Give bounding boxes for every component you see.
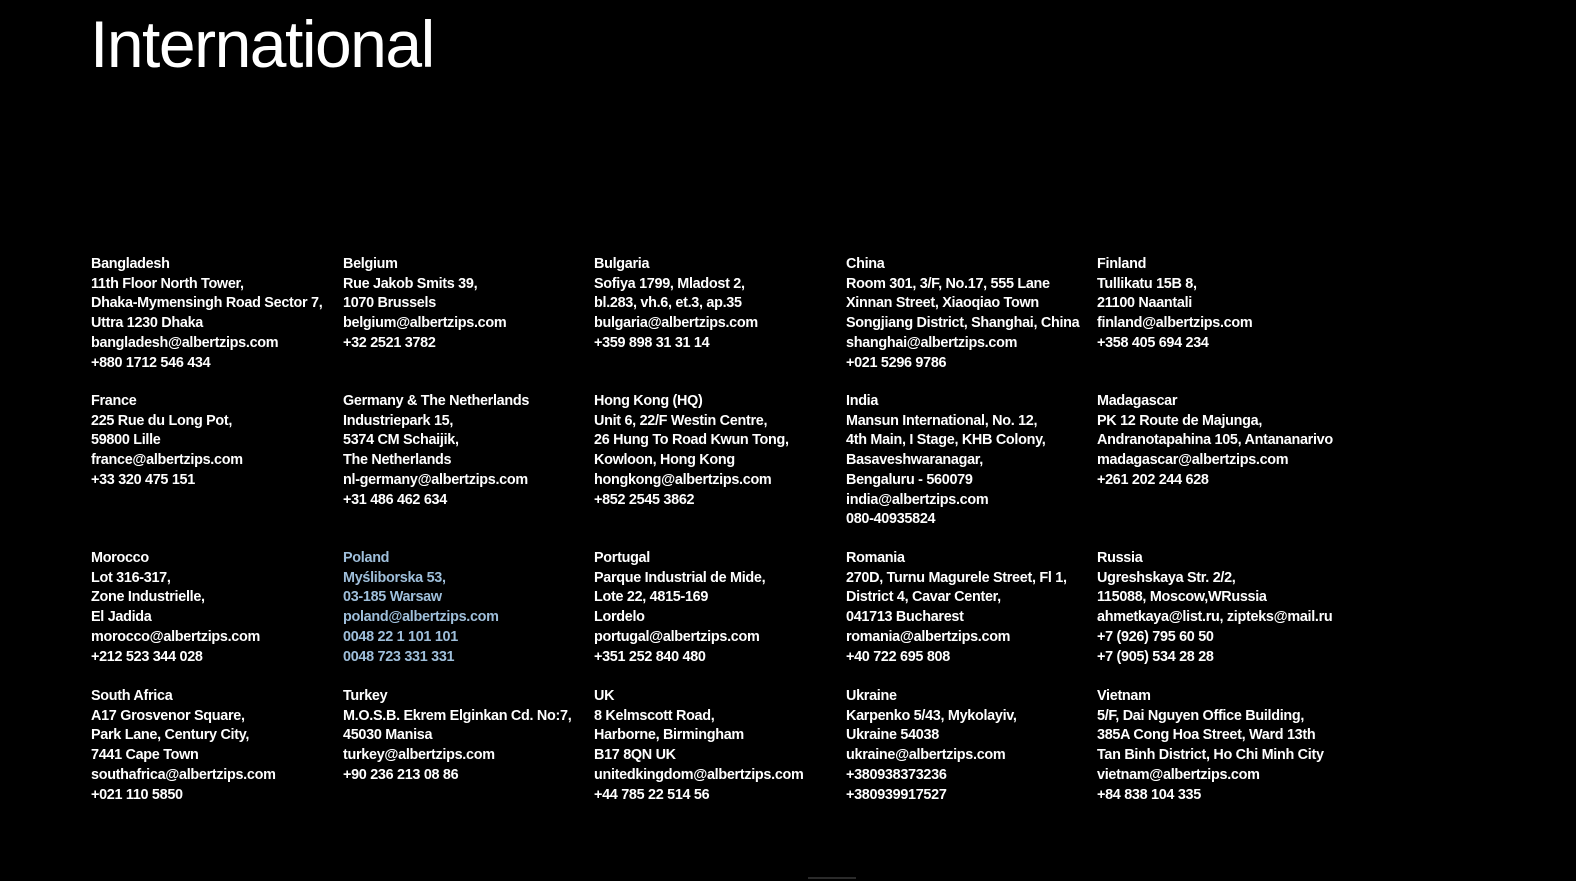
- office-south-africa: [91, 687, 336, 805]
- office-address-line: Lote 22, 4815-169: [594, 589, 709, 606]
- office-phone-link[interactable]: +7 (905) 534 28 28: [1097, 648, 1214, 665]
- office-address-line: Rue Jakob Smits 39,: [343, 275, 478, 292]
- office-email-link[interactable]: ukraine@albertzips.com: [846, 747, 1006, 764]
- office-country: Portugal: [594, 550, 650, 566]
- office-address-line: The Netherlands: [343, 452, 452, 469]
- office-country: Turkey: [343, 688, 388, 704]
- office-phone-link[interactable]: +84 838 104 335: [1097, 786, 1201, 803]
- office-address-line: bl.283, vh.6, et.3, ap.35: [594, 295, 742, 312]
- office-address-line: 385A Cong Hoa Street, Ward 13th: [1097, 727, 1316, 744]
- office-turkey: [343, 687, 588, 786]
- office-email-link[interactable]: unitedkingdom@albertzips.com: [594, 766, 804, 783]
- office-belgium: [343, 255, 588, 354]
- office-phone-link[interactable]: +212 523 344 028: [91, 648, 203, 665]
- office-address-line: 270D, Turnu Magurele Street, Fl 1,: [846, 569, 1067, 586]
- office-phone-link[interactable]: +359 898 31 31 14: [594, 334, 710, 351]
- office-phone-link[interactable]: +358 405 694 234: [1097, 334, 1209, 351]
- office-country: Bangladesh: [91, 256, 170, 272]
- office-email-link[interactable]: bulgaria@albertzips.com: [594, 315, 758, 332]
- office-country: UK: [594, 688, 615, 704]
- office-address-line: 03-185 Warsaw: [343, 589, 442, 606]
- office-address-line: 7441 Cape Town: [91, 747, 199, 764]
- office-address-line: Parque Industrial de Mide,: [594, 569, 766, 586]
- office-country: Morocco: [91, 550, 149, 566]
- office-phone-link[interactable]: +33 320 475 151: [91, 471, 195, 488]
- office-country: Ukraine: [846, 688, 897, 704]
- office-address-line: Uttra 1230 Dhaka: [91, 315, 203, 332]
- office-country: Belgium: [343, 256, 398, 272]
- office-address-line: El Jadida: [91, 609, 152, 626]
- office-email-link[interactable]: turkey@albertzips.com: [343, 747, 495, 764]
- office-madagascar: [1097, 392, 1342, 491]
- office-country: Vietnam: [1097, 688, 1151, 704]
- office-france: [91, 392, 336, 491]
- office-country: Bulgaria: [594, 256, 650, 272]
- office-email-link[interactable]: morocco@albertzips.com: [91, 628, 260, 645]
- office-vietnam: [1097, 687, 1342, 805]
- office-email-link[interactable]: shanghai@albertzips.com: [846, 334, 1018, 351]
- office-address-line: 26 Hung To Road Kwun Tong,: [594, 432, 789, 449]
- office-email-link[interactable]: france@albertzips.com: [91, 452, 243, 469]
- office-email-link[interactable]: romania@albertzips.com: [846, 628, 1011, 645]
- office-address-line: Karpenko 5/43, Mykolayiv,: [846, 707, 1017, 724]
- office-email-link[interactable]: finland@albertzips.com: [1097, 315, 1253, 332]
- office-phone-link[interactable]: +40 722 695 808: [846, 648, 950, 665]
- office-phone-link[interactable]: +32 2521 3782: [343, 334, 436, 351]
- office-address-line: Lordelo: [594, 609, 645, 626]
- office-poland[interactable]: [343, 549, 588, 667]
- office-email-link[interactable]: vietnam@albertzips.com: [1097, 766, 1260, 783]
- office-address-line: Harborne, Birmingham: [594, 727, 744, 744]
- office-address-line: 225 Rue du Long Pot,: [91, 412, 233, 429]
- office-address-line: District 4, Cavar Center,: [846, 589, 1001, 606]
- office-country: India: [846, 393, 879, 409]
- office-address-line: 8 Kelmscott Road,: [594, 707, 715, 724]
- office-address-line: Tullikatu 15B 8,: [1097, 275, 1197, 292]
- office-email-link[interactable]: madagascar@albertzips.com: [1097, 452, 1289, 469]
- office-address-line: Bengaluru - 560079: [846, 471, 973, 488]
- page-title: International: [90, 7, 434, 81]
- office-country: China: [846, 256, 885, 272]
- office-country: France: [91, 393, 137, 409]
- office-phone-link[interactable]: +380938373236: [846, 766, 947, 783]
- office-country: South Africa: [91, 688, 173, 704]
- office-address-line: Tan Binh District, Ho Chi Minh City: [1097, 747, 1324, 764]
- office-address-line: 21100 Naantali: [1097, 295, 1193, 312]
- office-india: [846, 392, 1091, 530]
- office-phone-link[interactable]: +351 252 840 480: [594, 648, 706, 665]
- office-address-line: Kowloon, Hong Kong: [594, 452, 735, 469]
- office-phone-link[interactable]: 080-40935824: [846, 511, 936, 528]
- office-portugal: [594, 549, 839, 667]
- office-uk: [594, 687, 839, 805]
- office-phone-link[interactable]: +880 1712 546 434: [91, 354, 211, 371]
- office-email-link[interactable]: hongkong@albertzips.com: [594, 471, 772, 488]
- office-address-line: Mansun International, No. 12,: [846, 412, 1038, 429]
- office-address-line: Industriepark 15,: [343, 412, 454, 429]
- office-bangladesh: [91, 255, 336, 373]
- office-address-line: 11th Floor North Tower,: [91, 275, 244, 292]
- office-address-line: 4th Main, I Stage, KHB Colony,: [846, 432, 1046, 449]
- office-email-link[interactable]: portugal@albertzips.com: [594, 628, 760, 645]
- office-address-line: A17 Grosvenor Square,: [91, 707, 245, 724]
- office-phone-link[interactable]: +852 2545 3862: [594, 491, 695, 508]
- office-country: Russia: [1097, 550, 1143, 566]
- office-phone-link[interactable]: +31 486 462 634: [343, 491, 447, 508]
- office-country: Hong Kong (HQ): [594, 393, 703, 409]
- office-phone-link[interactable]: +021 5296 9786: [846, 354, 947, 371]
- office-germany-netherlands: [343, 392, 588, 510]
- office-romania: [846, 549, 1091, 667]
- office-address-line: Andranotapahina 105, Antananarivo: [1097, 432, 1333, 449]
- office-phone-link[interactable]: +7 (926) 795 60 50: [1097, 628, 1214, 645]
- office-email-link[interactable]: ahmetkaya@list.ru, zipteks@mail.ru: [1097, 609, 1333, 626]
- office-address-line: 1070 Brussels: [343, 295, 436, 312]
- office-address-line: Myśliborska 53,: [343, 569, 446, 586]
- office-phone-link[interactable]: +380939917527: [846, 786, 947, 803]
- office-country: Romania: [846, 550, 905, 566]
- office-address-line: Lot 316-317,: [91, 569, 171, 586]
- office-address-line: Sofiya 1799, Mladost 2,: [594, 275, 745, 292]
- office-address-line: PK 12 Route de Majunga,: [1097, 412, 1263, 429]
- office-address-line: Park Lane, Century City,: [91, 727, 250, 744]
- office-address-line: Songjiang District, Shanghai, China: [846, 315, 1080, 332]
- office-address-line: 5374 CM Schaijik,: [343, 432, 459, 449]
- office-russia: [1097, 549, 1342, 667]
- office-finland: [1097, 255, 1342, 354]
- office-address-line: M.O.S.B. Ekrem Elginkan Cd. No:7,: [343, 707, 572, 724]
- office-address-line: Zone Industrielle,: [91, 589, 205, 606]
- office-country: Madagascar: [1097, 393, 1178, 409]
- office-email-link[interactable]: india@albertzips.com: [846, 491, 989, 508]
- office-country: Finland: [1097, 256, 1147, 272]
- office-address-line: Room 301, 3/F, No.17, 555 Lane: [846, 275, 1050, 292]
- office-hong-kong: [594, 392, 839, 510]
- office-address-line: 115088, Moscow,WRussia: [1097, 589, 1267, 606]
- office-bulgaria: [594, 255, 839, 354]
- office-phone-link[interactable]: +44 785 22 514 56: [594, 786, 710, 803]
- office-address-line: 59800 Lille: [91, 432, 161, 449]
- office-morocco: [91, 549, 336, 667]
- office-china: [846, 255, 1091, 373]
- office-address-line: 5/F, Dai Nguyen Office Building,: [1097, 707, 1305, 724]
- office-country: Poland: [343, 550, 390, 566]
- office-address-line: 041713 Bucharest: [846, 609, 964, 626]
- office-email-link[interactable]: nl-germany@albertzips.com: [343, 471, 528, 488]
- office-country: Germany & The Netherlands: [343, 393, 530, 409]
- office-email-link[interactable]: poland@albertzips.com: [343, 609, 499, 626]
- office-address-line: Unit 6, 22/F Westin Centre,: [594, 412, 768, 429]
- office-address-line: Ukraine 54038: [846, 727, 939, 744]
- office-phone-link[interactable]: +021 110 5850: [91, 786, 183, 803]
- office-address-line: Dhaka-Mymensingh Road Sector 7,: [91, 295, 323, 312]
- office-phone-link[interactable]: 0048 22 1 101 101: [343, 628, 458, 645]
- office-email-link[interactable]: belgium@albertzips.com: [343, 315, 507, 332]
- office-address-line: Xinnan Street, Xiaoqiao Town: [846, 295, 1039, 312]
- office-ukraine: [846, 687, 1091, 805]
- office-phone-link[interactable]: 0048 723 331 331: [343, 648, 455, 665]
- office-phone-link[interactable]: +90 236 213 08 86: [343, 766, 459, 783]
- office-address-line: 45030 Manisa: [343, 727, 433, 744]
- office-address-line: B17 8QN UK: [594, 747, 676, 764]
- office-address-line: Ugreshskaya Str. 2/2,: [1097, 569, 1236, 586]
- scroll-indicator: [808, 877, 856, 879]
- office-phone-link[interactable]: +261 202 244 628: [1097, 471, 1209, 488]
- office-address-line: Basaveshwaranagar,: [846, 452, 983, 469]
- office-email-link[interactable]: southafrica@albertzips.com: [91, 766, 276, 783]
- office-email-link[interactable]: bangladesh@albertzips.com: [91, 334, 279, 351]
